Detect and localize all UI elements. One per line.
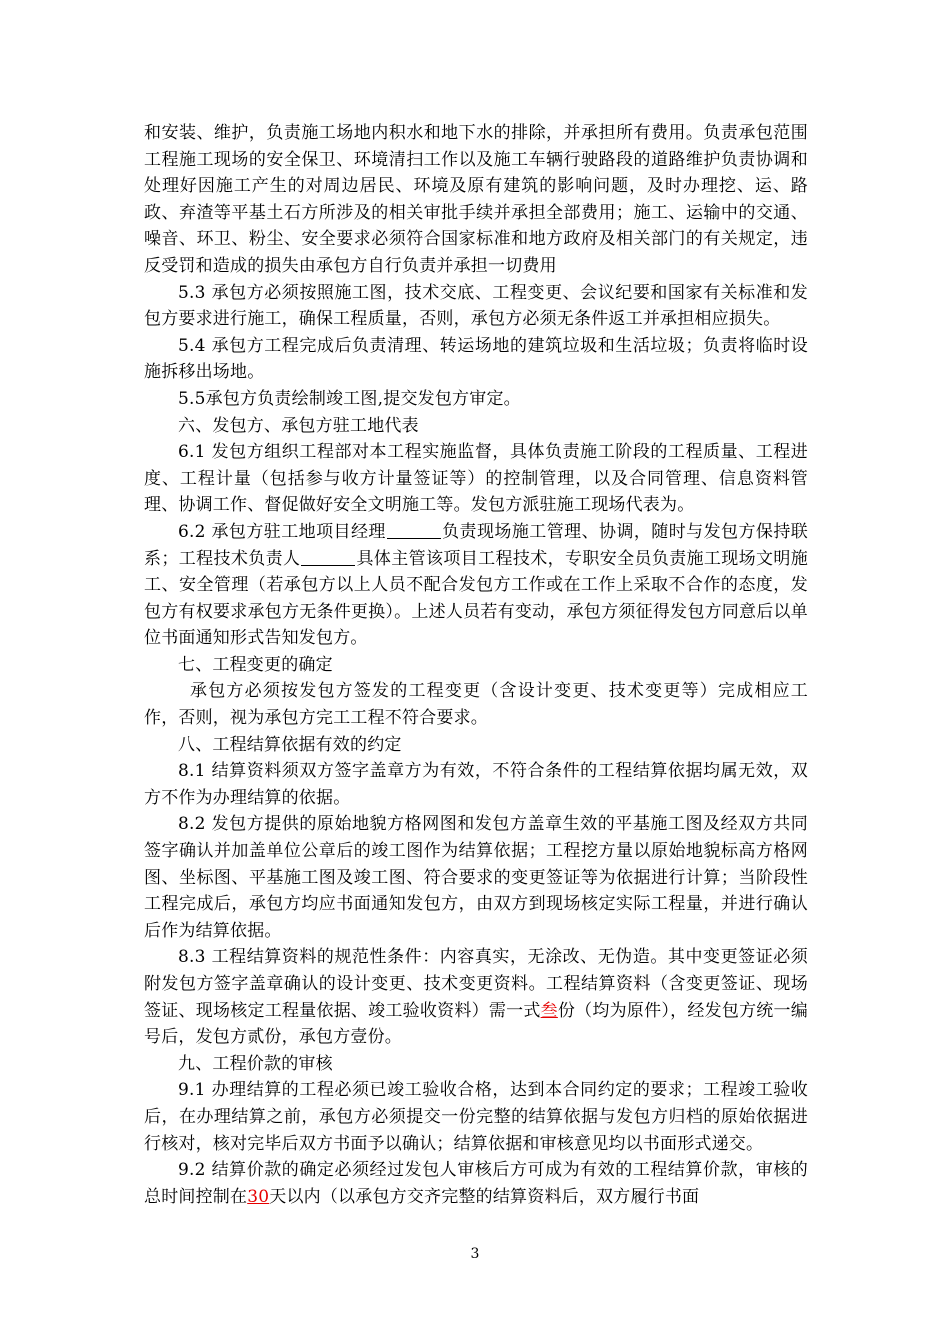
blank-line-tech-lead [301, 548, 355, 566]
heading-text: 九、工程价款的审核 [178, 1053, 333, 1074]
paragraph-continued [144, 120, 808, 280]
highlight-days: 30 [247, 1186, 270, 1207]
paragraph-text: 具体主管该项目工程技术，专职安全员负责施工现场文明施工、安全管理（若承包方以上人员不配合发包方工作或在工作上采取不合作的态度，发包方有权要求承包方无条件更换）。上述人员若有变动，承包方须征得发包方同意后以单位书面通知形式告知发包方。 [144, 548, 808, 649]
highlight-copies: 叁 [540, 1000, 558, 1021]
paragraph-9-1 [144, 1077, 808, 1157]
paragraph-text: 负责现场施工管理、协调，随时与发包方保持联系；工程技术负责人 [144, 521, 808, 569]
paragraph-text: 9.2 结算价款的确定必须经过发包人审核后方可成为有效的工程结算价款，审核的总时间控制在 [144, 1160, 808, 1207]
paragraph-text: 8.3 工程结算资料的规范性条件：内容真实，无涂改、无伪造。其中变更签证必须附发包方签字盖章确认的设计变更、技术变更资料。工程结算资料（含变更签证、现场签证、现场核定工程量依据、竣工验收资料）需一式 [144, 947, 808, 1021]
paragraph-9-2 [144, 1157, 808, 1210]
paragraph-text: 5.4 承包方工程完成后负责清理、转运场地的建筑垃圾和生活垃圾；负责将临时设施拆移出场地。 [144, 335, 808, 383]
paragraph-text: 5.5承包方负责绘制竣工图,提交发包方审定。 [178, 388, 521, 409]
paragraph-7-body [144, 678, 808, 731]
paragraph-5-5 [144, 386, 808, 413]
paragraph-8-1 [144, 758, 808, 811]
page-number: 3 [470, 1246, 480, 1262]
paragraph-text: 8.2 发包方提供的原始地貌方格网图和发包方盖章生效的平基施工图及经双方共同签字确认并加盖单位公章后的竣工图作为结算依据；工程挖方量以原始地貌标高方格网图、坐标图、平基施工图及竣工图、符合要求的变更签证等为依据进行计算；当阶段性工程完成后，承包方均应书面通知发包方，由双方到现场核定实际工程量，并进行确认后作为结算依据。 [144, 814, 808, 941]
paragraph-text: 5.3 承包方必须按照施工图，技术交底、工程变更、会议纪要和国家有关标准和发包方要求进行施工，确保工程质量，否则，承包方必须无条件返工并承担相应损失。 [144, 282, 808, 330]
section-heading-9 [144, 1051, 808, 1078]
paragraph-6-2 [144, 519, 808, 652]
paragraph-text: 承包方必须按发包方签发的工程变更（含设计变更、技术变更等）完成相应工作，否则，视为承包方完工工程不符合要求。 [144, 681, 808, 729]
paragraph-text: 8.1 结算资料须双方签字盖章方为有效，不符合条件的工程结算依据均属无效，双方不作为办理结算的依据。 [144, 761, 808, 808]
paragraph-text: 9.1 办理结算的工程必须已竣工验收合格，达到本合同约定的要求；工程竣工验收后，在办理结算之前，承包方必须提交一份完整的结算依据与发包方归档的原始依据进行核对，核对完毕后双方书面予以确认；结算依据和审核意见均以书面形式递交。 [144, 1080, 808, 1154]
section-heading-6 [144, 413, 808, 440]
paragraph-text: 天以内（以承包方交齐完整的结算资料后，双方履行书面 [269, 1186, 700, 1207]
document-body [144, 120, 808, 1210]
blank-line-manager [387, 521, 441, 539]
paragraph-text: 份（均为原件），经发包方统一编号后，发包方贰份，承包方壹份。 [144, 1000, 808, 1048]
heading-text: 六、发包方、承包方驻工地代表 [178, 415, 419, 436]
paragraph-8-3 [144, 944, 808, 1050]
section-heading-7 [144, 652, 808, 679]
paragraph-text: 6.1 发包方组织工程部对本工程实施监督，具体负责施工阶段的工程质量、工程进度、工程计量（包括参与收方计量签证等）的控制管理，以及合同管理、信息资料管理、协调工作、督促做好安全文明施工等。发包方派驻施工现场代表为。 [144, 442, 808, 516]
paragraph-6-1 [144, 439, 808, 519]
paragraph-5-3 [144, 280, 808, 333]
heading-text: 七、工程变更的确定 [178, 654, 333, 675]
paragraph-text: 和安装、维护，负责施工场地内积水和地下水的排除，并承担所有费用。负责承包范围工程施工现场的安全保卫、环境清扫工作以及施工车辆行驶路段的道路维护负责协调和处理好因施工产生的对周边居民、环境及原有建筑的影响问题，及时办理挖、运、路政、弃渣等平基土石方所涉及的相关审批手续并承担全部费用；施工、运输中的交通、噪音、环卫、粉尘、安全要求必须符合国家标准和地方政府及相关部门的有关规定，违反受罚和造成的损失由承包方自行负责并承担一切费用 [144, 123, 808, 276]
heading-text: 八、工程结算依据有效的约定 [178, 734, 402, 755]
paragraph-5-4 [144, 333, 808, 386]
paragraph-8-2 [144, 811, 808, 944]
paragraph-text: 6.2 承包方驻工地项目经理 [178, 521, 386, 542]
section-heading-8 [144, 732, 808, 759]
